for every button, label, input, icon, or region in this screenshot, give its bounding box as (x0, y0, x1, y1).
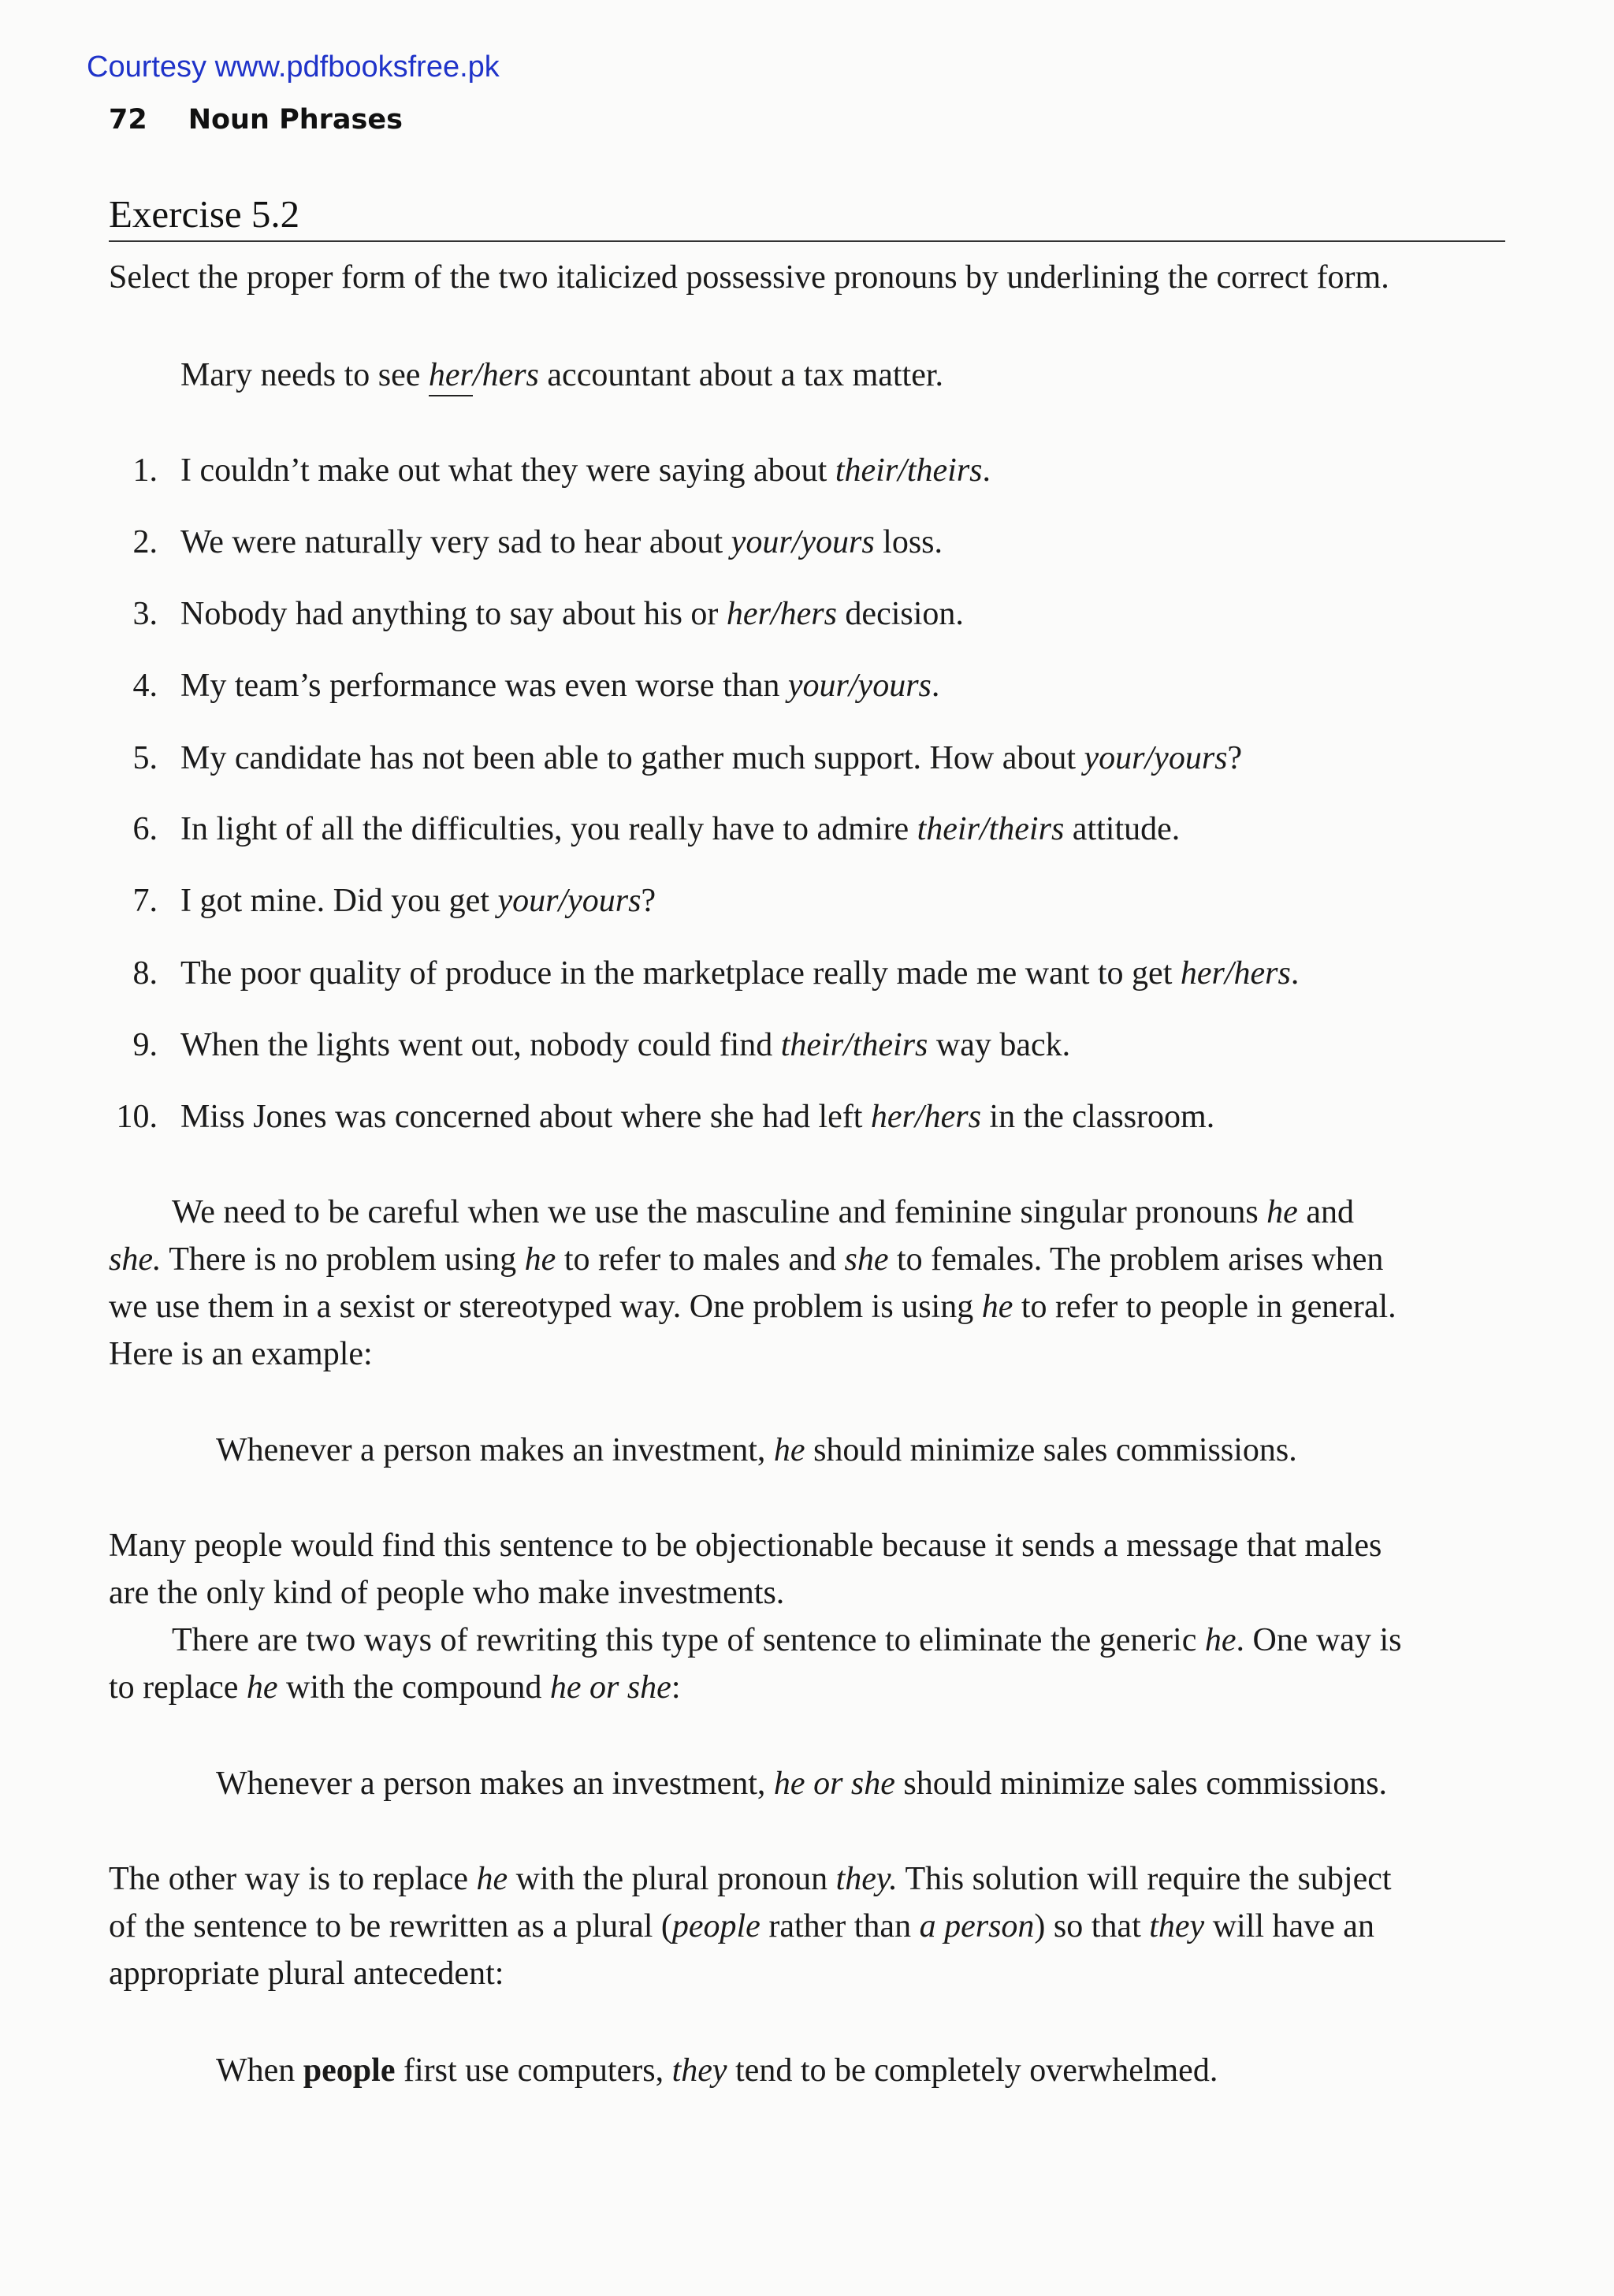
courtesy-link[interactable]: Courtesy www.pdfbooksfree.pk (87, 50, 500, 84)
italic-term: they (1149, 1908, 1205, 1944)
italic-term: he (1266, 1194, 1298, 1230)
example-underlined-answer: her (429, 357, 473, 396)
italic-term: he (246, 1669, 278, 1706)
item-number: 6. (132, 811, 158, 847)
item-pronoun-choice[interactable]: her/hers (870, 1099, 981, 1135)
item-pronoun-choice[interactable]: your/yours (787, 668, 932, 704)
running-head (109, 104, 403, 136)
item-number: 10. (116, 1099, 158, 1135)
italic-term: he or she (549, 1669, 671, 1706)
italic-term: people (671, 1908, 761, 1944)
text-run: with the plural pronoun (508, 1861, 836, 1897)
italic-term: he (981, 1289, 1013, 1325)
item-text-before: My team’s performance was even worse than (180, 668, 788, 704)
example-before: Mary needs to see (180, 357, 429, 393)
item-number: 4. (132, 668, 158, 704)
item-pronoun-choice[interactable]: your/yours (731, 524, 875, 560)
item-text (180, 1021, 1070, 1069)
italic-term: a person (919, 1908, 1035, 1944)
item-number: 3. (132, 596, 158, 632)
item-text (180, 662, 939, 709)
exercise-example (180, 352, 943, 399)
item-text-after: . (931, 668, 940, 704)
item-text-after: way back. (928, 1027, 1071, 1063)
item-pronoun-choice[interactable]: her/hers (1180, 955, 1291, 992)
paragraph-line: are the only kind of people who make investments. (109, 1575, 785, 1611)
text-run: should minimize sales commissions. (894, 1766, 1388, 1802)
item-text-after: ? (1227, 740, 1243, 776)
item-text-before: I got mine. Did you get (180, 883, 498, 919)
item-text-before: The poor quality of produce in the marketplace really made me want to get (180, 955, 1181, 992)
item-text (180, 447, 991, 494)
item-text-before: In light of all the difficulties, you really have to admire (180, 811, 917, 847)
text-run: This solution will require the subject (897, 1861, 1392, 1897)
item-text-after: attitude. (1064, 811, 1181, 847)
item-pronoun-choice[interactable]: their/theirs (780, 1027, 928, 1063)
paragraph-line: Many people would find this sentence to be objectionable because it sends a message that males (109, 1528, 1382, 1564)
item-text-before: I couldn’t make out what they were saying about (180, 452, 835, 489)
item-text (180, 1093, 1214, 1141)
item-pronoun-choice[interactable]: their/theirs (917, 811, 1065, 847)
text-run: : (671, 1669, 681, 1706)
text-run: . One way is (1236, 1622, 1402, 1658)
text-run: should minimize sales commissions. (805, 1432, 1297, 1468)
text-run: The other way is to replace (109, 1861, 477, 1897)
text-run: rather than (760, 1908, 920, 1944)
text-run: to refer to males and (556, 1241, 845, 1278)
text-run: to females. The problem arises when (888, 1241, 1384, 1278)
text-run: There are two ways of rewriting this type of sentence to eliminate the generic (172, 1622, 1205, 1658)
item-text-after: . (1290, 955, 1300, 992)
item-text-before: We were naturally very sad to hear about (180, 524, 731, 560)
text-run: first use computers, (395, 2052, 672, 2089)
text-run: will have an (1204, 1908, 1374, 1944)
example-after: accountant about a tax matter. (538, 357, 944, 393)
item-text (180, 877, 656, 925)
item-text (180, 806, 1180, 853)
text-run: tend to be completely overwhelmed. (727, 2052, 1218, 2089)
paragraph-line (172, 1189, 1354, 1236)
item-text-after: . (982, 452, 991, 489)
item-text-after: ? (641, 883, 656, 919)
item-text (180, 735, 1242, 782)
text-run: Whenever a person makes an investment, (216, 1766, 774, 1802)
item-number: 9. (132, 1027, 158, 1063)
page-number: 72 (109, 104, 147, 136)
paragraph-line: appropriate plural antecedent: (109, 1956, 504, 1992)
item-pronoun-choice[interactable]: your/yours (497, 883, 642, 919)
text-run: of the sentence to be rewritten as a plural ( (109, 1908, 672, 1944)
italic-term: he (773, 1432, 805, 1468)
item-text-after: loss. (874, 524, 943, 560)
italic-term: he (1204, 1622, 1237, 1658)
text-run: we use them in a sexist or stereotyped way. One problem is using (109, 1289, 982, 1325)
italic-term: he (476, 1861, 508, 1897)
item-text-after: in the classroom. (980, 1099, 1215, 1135)
item-text-before: Nobody had anything to say about his or (180, 596, 727, 632)
paragraph-line (109, 1236, 1383, 1283)
text-run: and (1297, 1194, 1354, 1230)
item-text (180, 950, 1299, 997)
italic-term: he or she (773, 1766, 895, 1802)
text-run: ) so that (1034, 1908, 1150, 1944)
item-number: 8. (132, 955, 158, 992)
paragraph-line (109, 1664, 681, 1711)
item-pronoun-choice[interactable]: her/hers (726, 596, 837, 632)
item-text-before: My candidate has not been able to gather much support. How about (180, 740, 1084, 776)
text-run: We need to be careful when we use the masculine and feminine singular pronouns (172, 1194, 1267, 1230)
italic-term: she (844, 1241, 889, 1278)
item-pronoun-choice[interactable]: your/yours (1084, 740, 1228, 776)
text-run: There is no problem using (161, 1241, 525, 1278)
italic-term: he (524, 1241, 556, 1278)
example-sentence (216, 1427, 1297, 1474)
bold-term: people (303, 2052, 396, 2089)
text-run: When (216, 2052, 303, 2089)
item-text-before: When the lights went out, nobody could find (180, 1027, 781, 1063)
italic-term: she. (109, 1241, 162, 1278)
example-alternative: /hers (472, 357, 539, 393)
example-sentence (216, 2047, 1218, 2094)
item-number: 2. (132, 524, 158, 560)
item-text (180, 519, 943, 566)
item-number: 5. (132, 740, 158, 776)
exercise-instructions: Select the proper form of the two italicized possessive pronouns by underlining the correct form. (109, 259, 1389, 296)
paragraph-line (109, 1855, 1392, 1903)
exercise-title: Exercise 5.2 (109, 192, 300, 236)
italic-term: they. (835, 1861, 898, 1897)
paragraph-line (172, 1617, 1401, 1664)
chapter-title: Noun Phrases (188, 104, 403, 136)
paragraph-line (109, 1903, 1374, 1950)
item-pronoun-choice[interactable]: their/theirs (835, 452, 983, 489)
paragraph-line (109, 1283, 1396, 1330)
item-text-after: decision. (836, 596, 964, 632)
text-run: to replace (109, 1669, 247, 1706)
item-number: 7. (132, 883, 158, 919)
item-text (180, 590, 964, 638)
item-number: 1. (132, 452, 158, 489)
item-text-before: Miss Jones was concerned about where she had left (180, 1099, 871, 1135)
italic-term: they (671, 2052, 727, 2089)
title-rule (109, 240, 1505, 242)
text-run: to refer to people in general. (1013, 1289, 1396, 1325)
text-run: Whenever a person makes an investment, (216, 1432, 774, 1468)
paragraph-line: Here is an example: (109, 1336, 373, 1372)
example-sentence (216, 1760, 1387, 1807)
text-run: with the compound (277, 1669, 550, 1706)
